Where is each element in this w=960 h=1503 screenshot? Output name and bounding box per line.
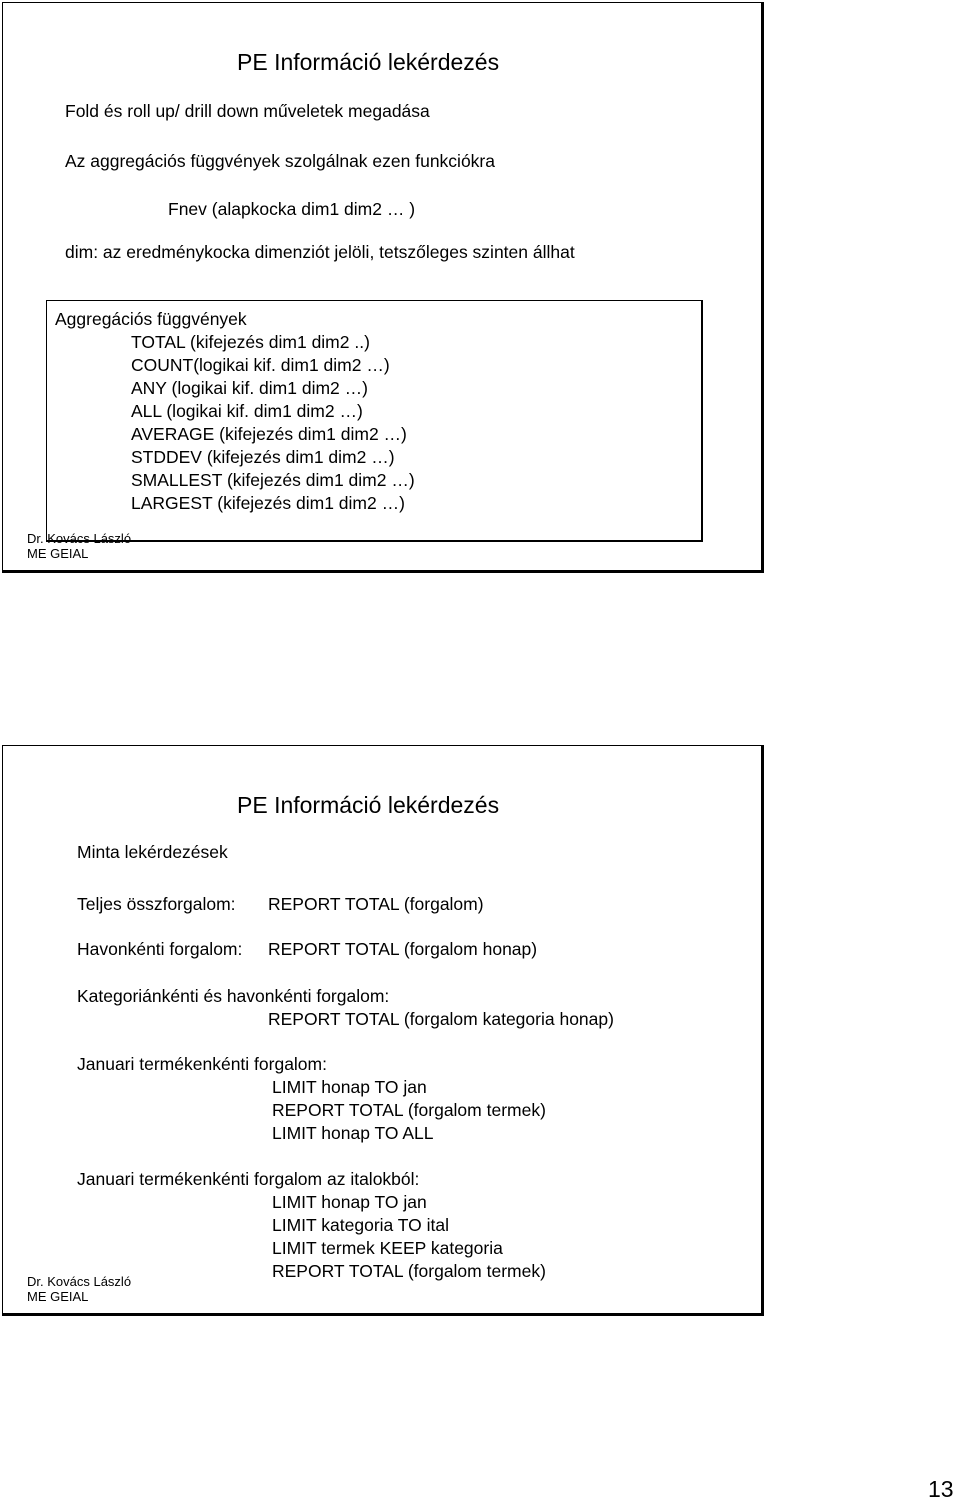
query-command: REPORT TOTAL (forgalom honap) bbox=[268, 939, 538, 959]
page-number: 13 bbox=[928, 1476, 954, 1502]
query-command: LIMIT honap TO jan bbox=[272, 1192, 427, 1212]
footer-org: ME GEIAL bbox=[27, 1289, 89, 1304]
function-item: AVERAGE (kifejezés dim1 dim2 …) bbox=[131, 424, 407, 444]
query-label: Kategoriánkénti és havonkénti forgalom: bbox=[77, 986, 390, 1006]
query-label: Januari termékenkénti forgalom az italokból: bbox=[77, 1169, 420, 1189]
query-command: LIMIT honap TO ALL bbox=[272, 1123, 434, 1143]
query-label: Havonkénti forgalom: bbox=[77, 939, 243, 959]
text-line: Fold és roll up/ drill down műveletek megadása bbox=[65, 101, 430, 121]
formula-line: Fnev (alapkocka dim1 dim2 … ) bbox=[168, 199, 416, 219]
query-command: REPORT TOTAL (forgalom termek) bbox=[272, 1100, 546, 1120]
function-item: LARGEST (kifejezés dim1 dim2 …) bbox=[131, 493, 405, 513]
query-command: REPORT TOTAL (forgalom) bbox=[268, 894, 484, 914]
slide-title: PE Információ lekérdezés bbox=[237, 49, 500, 75]
query-command: LIMIT termek KEEP kategoria bbox=[272, 1238, 503, 1258]
slide-1 bbox=[2, 2, 764, 573]
aggregation-functions-box bbox=[46, 300, 703, 542]
footer-author: Dr. Kovács László bbox=[27, 1274, 132, 1289]
function-item: ANY (logikai kif. dim1 dim2 …) bbox=[131, 378, 368, 398]
query-label: Teljes összforgalom: bbox=[77, 894, 236, 914]
footer-org: ME GEIAL bbox=[27, 546, 89, 561]
slide-title: PE Információ lekérdezés bbox=[237, 792, 500, 818]
function-item: COUNT(logikai kif. dim1 dim2 …) bbox=[131, 355, 390, 375]
slide-2 bbox=[2, 745, 764, 1316]
function-item: ALL (logikai kif. dim1 dim2 …) bbox=[131, 401, 363, 421]
footer-author: Dr. Kovács László bbox=[27, 531, 132, 546]
query-command: LIMIT kategoria TO ital bbox=[272, 1215, 450, 1235]
text-line: dim: az eredménykocka dimenziót jelöli, tetszőleges szinten állhat bbox=[65, 242, 575, 262]
box-heading: Aggregációs függvények bbox=[55, 309, 247, 329]
function-item: SMALLEST (kifejezés dim1 dim2 …) bbox=[131, 470, 415, 490]
query-command: REPORT TOTAL (forgalom termek) bbox=[272, 1261, 546, 1281]
function-item: TOTAL (kifejezés dim1 dim2 ..) bbox=[131, 332, 370, 352]
query-command: LIMIT honap TO jan bbox=[272, 1077, 427, 1097]
slide-subtitle: Minta lekérdezések bbox=[77, 842, 228, 862]
text-line: Az aggregációs függvények szolgálnak ezen funkciókra bbox=[65, 151, 495, 171]
function-item: STDDEV (kifejezés dim1 dim2 …) bbox=[131, 447, 395, 467]
query-command: REPORT TOTAL (forgalom kategoria honap) bbox=[268, 1009, 614, 1029]
query-label: Januari termékenkénti forgalom: bbox=[77, 1054, 327, 1074]
